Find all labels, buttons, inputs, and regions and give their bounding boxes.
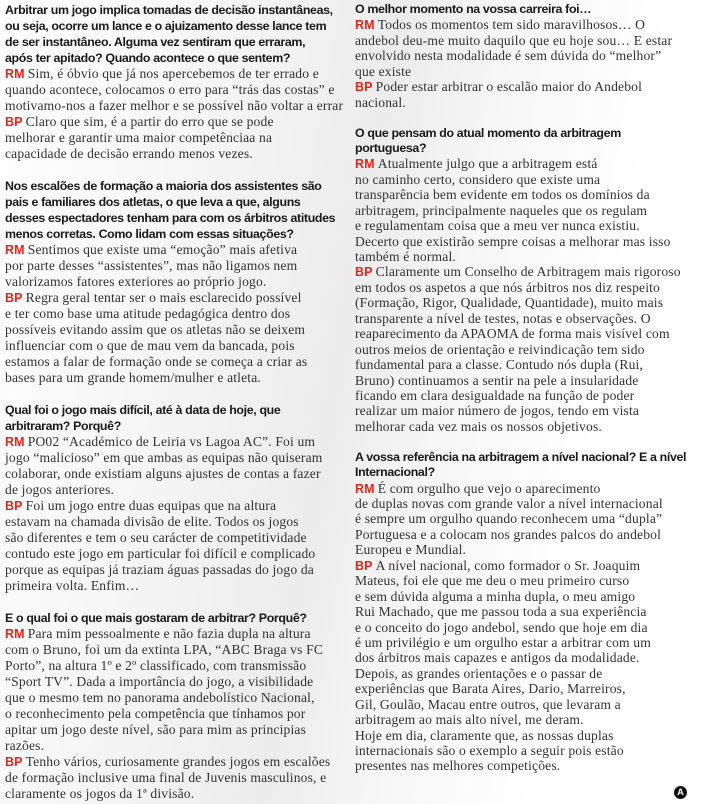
answer-line <box>5 642 343 658</box>
answer-line <box>5 626 343 642</box>
answer-line <box>355 604 686 619</box>
speaker-label: RM <box>5 435 25 449</box>
answer-line <box>355 542 686 557</box>
speaker-label: BP <box>5 755 23 769</box>
answer-text: porque as equipas já traziam águas passadas do jogo da <box>5 562 314 577</box>
answer-text: A nível nacional, como formador o Sr. Joaquim <box>375 557 641 573</box>
answer-line <box>355 373 686 388</box>
question-line: desses espectadores tenham para com os árbitros atitudes <box>5 211 336 225</box>
answer-line <box>355 172 686 187</box>
interview-section <box>355 2 686 110</box>
answer-text: melhorar cada vez mais os nossos objetivos. <box>355 418 602 434</box>
right-column <box>355 2 686 774</box>
answer-text: bases para um grande homem/mulher e atleta. <box>5 370 261 385</box>
answer-text: em todos os aspetos a que nós árbitros nos diz respeito <box>355 279 660 295</box>
answer-line <box>355 712 686 727</box>
answer-line <box>5 706 343 722</box>
answer-text: fundamental para a classe. Contudo nós dupla (Rui, <box>355 357 643 373</box>
answer-text: Hoje em dia, claramente que, as nossas duplas <box>355 727 614 743</box>
answer-line <box>355 311 686 326</box>
answer-line <box>355 697 686 712</box>
question-line: Arbitrar um jogo implica tomadas de decisão instantâneas, <box>5 3 333 17</box>
answer-rm <box>355 156 686 264</box>
answer-rm <box>5 626 343 754</box>
answer-line <box>5 290 343 306</box>
answer-line <box>5 754 343 770</box>
speaker-label: BP <box>355 265 373 280</box>
section-spacer <box>355 110 686 125</box>
answer-line <box>5 562 343 578</box>
answer-line <box>355 728 686 743</box>
answer-text: e regulamentam coisa que a meu ver nunca existiu. <box>355 218 640 234</box>
answer-line <box>355 295 686 310</box>
answer-text: que o mesmo tem no panorama andebolístico Nacional, <box>5 690 315 705</box>
answer-text: Decerto que existirão sempre coisas a melhorar mas isso <box>355 233 671 249</box>
answer-line <box>5 66 343 82</box>
question-line: portuguesa? <box>355 140 427 155</box>
answer-text: transparente a nível de testes, notas e observações. O <box>355 310 651 326</box>
answer-text: jogo “malicioso” em que ambas as equipas não quiseram <box>5 450 323 465</box>
answer-text: É com orgulho que vejo o aparecimento <box>377 480 601 496</box>
answer-line <box>5 130 343 146</box>
answer-line <box>355 264 686 279</box>
answer-line <box>355 234 686 249</box>
answer-line <box>5 242 343 258</box>
answer-rm <box>355 17 686 79</box>
answer-text: (Formação, Rigor, Qualidade, Quantidade), muito mais <box>355 295 664 311</box>
answer-line <box>355 218 686 233</box>
section-spacer <box>355 434 686 449</box>
answer-rm <box>5 242 343 290</box>
answer-text: Claro que sim, é a partir do erro que se pode <box>25 114 274 129</box>
left-column <box>5 2 343 802</box>
answer-text: Tenho vários, curiosamente grandes jogos em escalões <box>25 754 331 769</box>
interview-section <box>5 402 343 594</box>
question-line: O melhor momento na vossa carreira foi… <box>355 2 592 16</box>
answer-text: valorizamos fatores exteriores ao próprio jogo. <box>5 274 267 289</box>
question-line: A vossa referência na arbitragem a nível nacional? E a nível <box>355 449 687 464</box>
answer-bp <box>5 754 343 802</box>
answer-rm <box>5 66 343 114</box>
answer-line <box>5 482 343 498</box>
question-line: após ter apitado? Quando acontece o que sentem? <box>5 51 291 65</box>
answer-text: Para mim pessoalmente e não fazia dupla na altura <box>27 626 311 641</box>
answer-text: são diferentes e tem o seu carácter de competitividade <box>5 530 307 545</box>
answer-line <box>355 203 686 218</box>
answer-line <box>355 388 686 403</box>
speaker-label: RM <box>5 627 25 641</box>
answer-line <box>355 357 686 372</box>
answer-line <box>355 573 686 588</box>
answer-text: arbitragem, principalmente naqueles que os regulam <box>355 202 648 218</box>
answer-line <box>5 98 343 114</box>
answer-rm <box>5 434 343 498</box>
answer-text: Europeu e Mundial. <box>355 542 467 558</box>
answer-line <box>355 342 686 357</box>
question-line: O que pensam do atual momento da arbitragem <box>355 125 621 140</box>
answer-bp <box>355 264 686 434</box>
answer-text: capacidade de decisão errando menos vezes. <box>5 146 253 161</box>
answer-text: colaborar, onde existiam alguns ajustes de contas a fazer <box>5 466 321 481</box>
answer-text: nacional. <box>355 94 406 110</box>
answer-line <box>355 527 686 542</box>
answer-text: estavam na chamada divisão de elite. Todos os jogos <box>5 514 299 529</box>
answer-line <box>5 738 343 754</box>
answer-line <box>5 274 343 290</box>
answer-line <box>355 64 686 79</box>
answer-text: andebol deu-me muito daquilo que eu hoje sou… E estar <box>355 32 673 48</box>
question-line: pais e familiares dos atletas, o que leva a que, alguns <box>5 195 301 209</box>
answer-text: motivamo-nos a fazer melhor e se possível não voltar a errar <box>5 98 344 113</box>
speaker-label: RM <box>5 67 25 81</box>
answer-line <box>5 258 343 274</box>
answer-line <box>5 786 343 802</box>
answer-text: Portuguesa e a colocam nos grandes palcos do andebol <box>355 526 662 542</box>
speaker-label: BP <box>355 80 373 95</box>
answer-text: com o Bruno, foi um da extinta LPA, “ABC Braga vs FC <box>5 642 324 657</box>
section-spacer <box>5 162 343 178</box>
answer-text: e sem dúvida alguma a minha dupla, o meu amigo <box>355 588 636 604</box>
answer-line <box>355 481 686 496</box>
answer-bp <box>5 498 343 594</box>
answer-text: internacionais são o exemplo a seguir pois estão <box>355 743 624 758</box>
answer-text: Foi um jogo entre duas equipas que na altura <box>25 498 277 513</box>
answer-text: ficando em clara desigualdade na função de poder <box>355 387 635 403</box>
answer-line <box>5 146 343 162</box>
answer-text: transparência bem evidente em todos os domínios da <box>355 187 650 203</box>
answer-text: Sentimos que existe uma “emoção” mais afetiva <box>27 242 298 257</box>
answer-line <box>355 620 686 635</box>
answer-text: “Sport TV”. Dada a importância do jogo, a visibilidade <box>5 674 314 689</box>
answer-text: experiências que Barata Aires, Dario, Marreiros, <box>355 681 626 697</box>
speaker-label: RM <box>355 157 375 172</box>
answer-text: Claramente um Conselho de Arbitragem mais rigoroso <box>375 264 681 280</box>
speaker-label: BP <box>5 115 23 129</box>
answer-line <box>5 658 343 674</box>
answer-bp <box>355 558 686 774</box>
answer-text: e ter como base uma atitude pedagógica dentro dos <box>5 306 291 321</box>
answer-line <box>5 322 343 338</box>
answer-line <box>5 674 343 690</box>
answer-line <box>355 17 686 32</box>
speaker-label: BP <box>355 558 373 573</box>
answer-text: Rui Machado, que me passou toda a sua experiência <box>355 604 647 620</box>
answer-text: contudo este jogo em particular foi difícil e complicado <box>5 546 316 561</box>
answer-text: Atualmente julgo que a arbitragem está <box>377 156 598 172</box>
question-line: Nos escalões de formação a maioria dos assistentes são <box>5 179 322 193</box>
answer-text: outros meios de orientação e reivindicação tem sido <box>355 341 645 357</box>
answer-line <box>5 530 343 546</box>
question-line: Internacional? <box>355 465 435 480</box>
answer-line <box>355 496 686 511</box>
answer-text: apitar um jogo deste nível, são para mim as principias <box>5 722 307 737</box>
answer-text: realizar um maior número de jogos, tendo em vista <box>355 403 640 419</box>
answer-text: influenciar com o que de mau vem da bancada, pois <box>5 338 295 353</box>
answer-line <box>355 589 686 604</box>
answer-line <box>355 280 686 295</box>
interview-section <box>5 610 343 802</box>
answer-line <box>355 635 686 650</box>
answer-text: Todos os momentos tem sido maravilhosos… O <box>377 17 646 33</box>
answer-text: razões. <box>5 738 45 753</box>
answer-text: que existe <box>355 63 412 79</box>
answer-line <box>5 338 343 354</box>
answer-text: Bruno) continuamos a sentir na pele a insularidade <box>355 372 639 388</box>
answer-line <box>355 48 686 63</box>
answer-text: envolvido nesta modalidade é sem dúvida do “melhor” <box>355 48 662 64</box>
answer-text: de jogos anteriores. <box>5 482 115 497</box>
speaker-label: RM <box>5 243 25 257</box>
answer-text: de formação inclusive uma final de Juvenis masculinos, e <box>5 770 327 785</box>
answer-line <box>5 354 343 370</box>
answer-line <box>355 681 686 696</box>
answer-text: Sim, é óbvio que já nos apercebemos de ter errado e <box>27 66 319 81</box>
answer-text: por parte desses “assistentes”, mas não ligamos nem <box>5 258 298 273</box>
answer-text: Regra geral tentar ser o mais esclarecido possível <box>25 290 302 305</box>
section-spacer <box>5 594 343 610</box>
answer-line <box>5 514 343 530</box>
answer-text: também é normal. <box>355 249 456 264</box>
magazine-logo-icon: A <box>674 786 687 799</box>
question-line: E o qual foi o que mais gostaram de arbitrar? Porquê? <box>5 611 307 625</box>
speaker-label: BP <box>5 291 23 305</box>
interview-section <box>5 2 343 162</box>
answer-bp <box>5 114 343 162</box>
answer-line <box>5 370 343 386</box>
answer-line <box>355 743 686 758</box>
answer-bp <box>355 79 686 110</box>
answer-line <box>355 558 686 573</box>
answer-text: arbitragem ao mais alto nível, me deram. <box>355 712 584 728</box>
answer-text: Mateus, foi ele que me deu o meu primeiro curso <box>355 573 630 589</box>
answer-line <box>355 403 686 418</box>
question-line: Qual foi o jogo mais difícil, até à data de hoje, que <box>5 403 281 417</box>
interview-section <box>355 126 686 435</box>
answer-line <box>5 450 343 466</box>
answer-line <box>355 33 686 48</box>
question-line: de ser instantâneo. Alguma vez sentiram que erraram, <box>5 35 306 49</box>
speaker-label: RM <box>355 481 375 496</box>
question-line: arbitraram? Porquê? <box>5 419 121 433</box>
answer-text: Poder estar arbitrar o escalão maior do Andebol <box>375 79 643 95</box>
answer-line <box>5 690 343 706</box>
question-line: ou seja, ocorre um lance e o ajuizamento desse lance tem <box>5 19 327 33</box>
answer-text: reaparecimento da APAOMA de forma mais visível com <box>355 326 670 342</box>
answer-bp <box>5 290 343 386</box>
answer-line <box>5 114 343 130</box>
answer-line <box>355 156 686 171</box>
speaker-label: RM <box>355 18 375 33</box>
answer-rm <box>355 481 686 558</box>
answer-line <box>5 82 343 98</box>
answer-line <box>5 306 343 322</box>
answer-text: é sempre um orgulho quando reconhecem uma “dupla” <box>355 511 663 527</box>
answer-text: dos árbitros mais capazes e antigos da modalidade. <box>355 650 640 666</box>
answer-line <box>5 546 343 562</box>
answer-text: PO02 “Académico de Leiria vs Lagoa AC”. Foi um <box>27 434 316 449</box>
answer-text: quando acontece, colocamos o erro para “trás das costas” e <box>5 82 335 97</box>
answer-text: estamos a falar de formação onde se começa a criar as <box>5 354 308 369</box>
speaker-label: BP <box>5 499 23 513</box>
answer-line <box>355 79 686 94</box>
answer-text: Depois, as grandes orientações e o passar de <box>355 665 603 681</box>
answer-line <box>5 466 343 482</box>
answer-text: presentes nas melhores competições. <box>355 758 561 774</box>
answer-line <box>355 511 686 526</box>
answer-text: Porto”, na altura 1º e 2º classificado, com transmissão <box>5 658 307 673</box>
answer-text: no caminho certo, considero que existe uma <box>355 171 601 187</box>
answer-line <box>5 770 343 786</box>
answer-line <box>355 666 686 681</box>
interview-section <box>5 178 343 386</box>
answer-line <box>355 419 686 434</box>
answer-line <box>355 249 686 264</box>
question-line: menos corretas. Como lidam com essas situações? <box>5 227 294 241</box>
answer-line <box>5 434 343 450</box>
answer-text: possíveis evitando assim que os atletas não se deixem <box>5 322 306 337</box>
interview-section <box>355 450 686 774</box>
answer-line <box>355 758 686 773</box>
answer-line <box>5 722 343 738</box>
answer-text: e o conceito do jogo andebol, sendo que hoje em dia <box>355 619 648 635</box>
answer-line <box>5 578 343 594</box>
answer-text: melhorar e garantir uma maior competênciaa na <box>5 130 273 145</box>
answer-text: primeira volta. Enfim… <box>5 578 140 593</box>
answer-line <box>355 326 686 341</box>
answer-line <box>355 187 686 202</box>
section-spacer <box>5 386 343 402</box>
answer-text: é um privilégio e um orgulho estar a arbitrar com um <box>355 634 651 650</box>
answer-line <box>355 95 686 110</box>
answer-line <box>355 650 686 665</box>
answer-text: de duplas novas com grande valor a nível internacional <box>355 496 663 511</box>
answer-line <box>5 498 343 514</box>
answer-text: claramente os jogos da 1ª divisão. <box>5 786 195 801</box>
answer-text: o reconhecimento pela competência que tínhamos por <box>5 706 306 721</box>
answer-text: Gil, Goulão, Macau entre outros, que levaram a <box>355 696 621 712</box>
